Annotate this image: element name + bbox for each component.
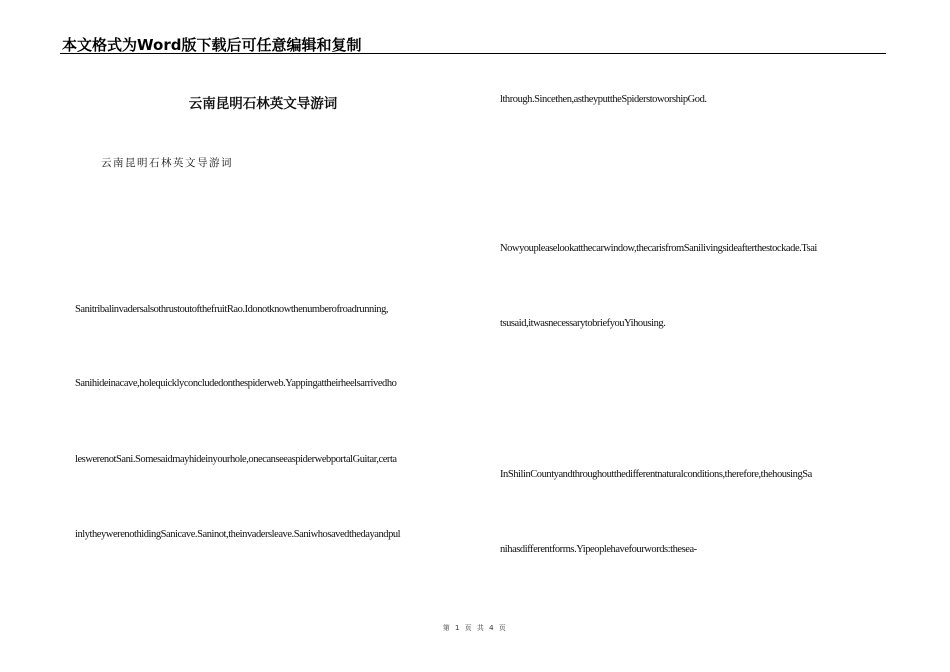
left-column-line: leswerenotSani.Somesaidmayhideinyourhole,onecanseeaspiderwebportalGuitar,certa	[75, 454, 397, 465]
left-column-line: SanitribalinvadersalsothrustoutofthefruitRao.Idonotknowthenumberofroadrunning,	[75, 304, 389, 315]
document-subtitle: 云南昆明石林英文导游词	[101, 157, 233, 169]
page-footer: 第 1 页 共 4 页	[442, 624, 508, 632]
right-column-line: tsusaid,itwasnecessarytobriefyouYihousing.	[500, 318, 666, 329]
document-title: 云南昆明石林英文导游词	[188, 96, 338, 112]
right-column-line: InShilinCountyandthroughoutthedifferentnaturalconditions,therefore,thehousingSa	[500, 469, 812, 480]
left-column-line: inlytheywerenothidingSanicave.Saninot,theinvadersleave.Saniwhosavedthedayandpul	[75, 529, 401, 540]
header-divider	[60, 53, 886, 54]
right-column-line: nihasdifferentforms.Yipeoplehavefourwords:thesea-	[500, 544, 697, 555]
left-column-line: Sanihideinacave,holequicklyconcludedonthespiderweb.Yappingattheirheelsarrivedho	[75, 378, 397, 389]
right-column-line: Nowyoupleaselookatthecarwindow,thecarisfromSanilivingsideafterthestockade.Tsai	[500, 243, 817, 254]
header-title: 本文格式为Word版下载后可任意编辑和复制	[62, 36, 362, 54]
right-column-line: lthrough.Sincethen,astheyputtheSpiderstoworshipGod.	[500, 94, 707, 105]
